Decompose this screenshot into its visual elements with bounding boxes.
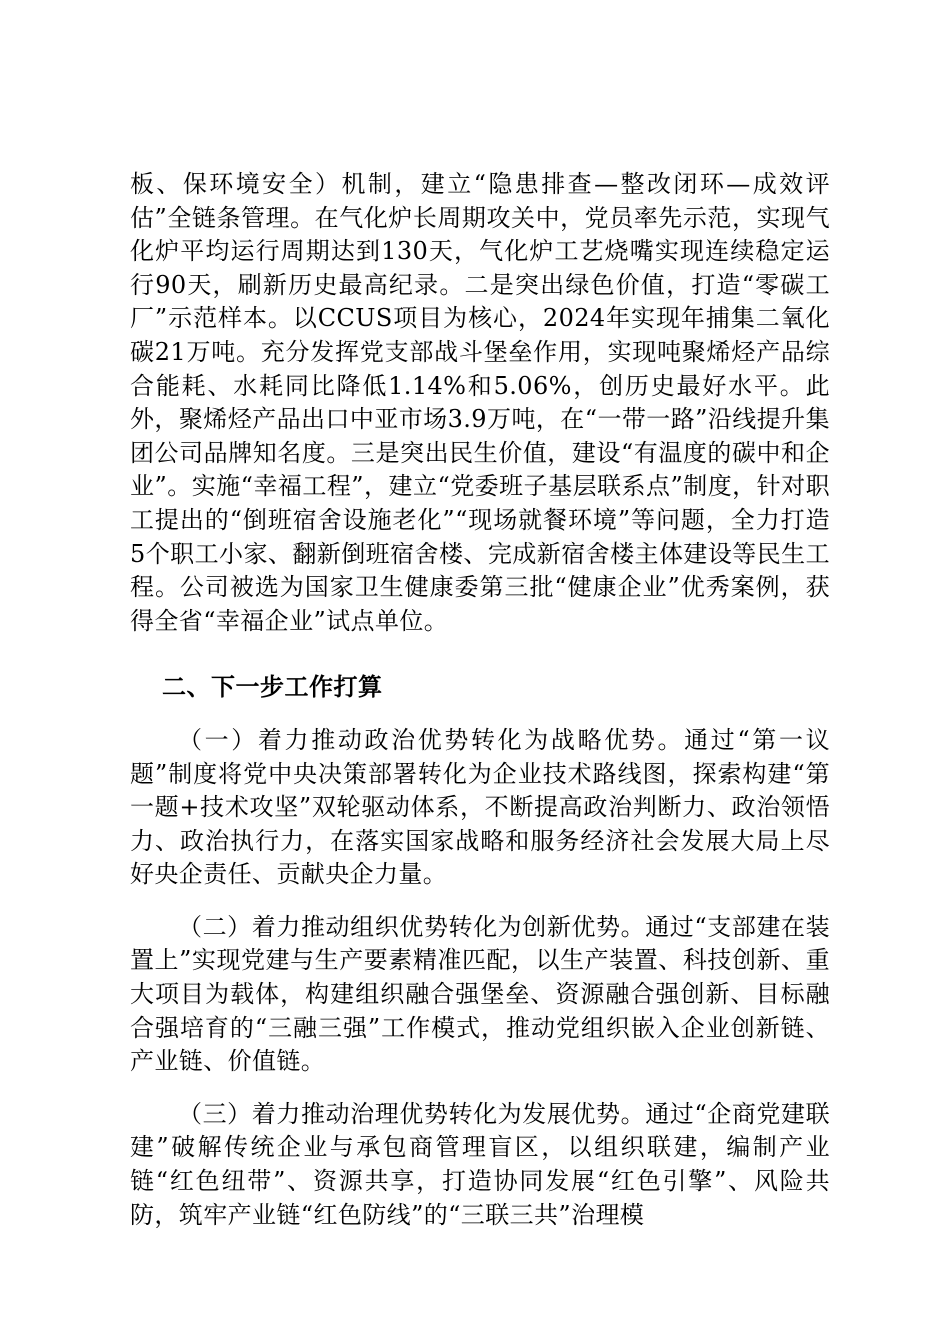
section-heading-next-steps: 二、下一步工作打算 (162, 673, 383, 702)
paragraph-political-advantage: （一）着力推动政治优势转化为战略优势。通过“第一议题”制度将党中央决策部署转化为企业技术路线图，探索构建“第一题+技术攻坚”双轮驱动体系，不断提高政治判断力、政治领悟力、政治执行力，在落实国家战略和服务经济社会发展大局上尽好央企责任、贡献央企力量。 (130, 725, 830, 889)
paragraph-organizational-advantage: （二）着力推动组织优势转化为创新优势。通过“支部建在装置上”实现党建与生产要素精准匹配，以生产装置、科技创新、重大项目为载体，构建组织融合强堡垒、资源融合强创新、目标融合强培育的“三融三强”工作模式，推动党组织嵌入企业创新链、产业链、价值链。 (130, 912, 830, 1076)
paragraph-governance-advantage: （三）着力推动治理优势转化为发展优势。通过“企商党建联建”破解传统企业与承包商管理盲区，以组织联建，编制产业链“红色纽带”、资源共享，打造协同发展“红色引擎”、风险共防，筑牢产业链“红色防线”的“三联三共”治理模 (130, 1099, 830, 1229)
document-page (130, 168, 830, 1232)
paragraph-continued: 板、保环境安全）机制，建立“隐患排查—整改闭环—成效评估”全链条管理。在气化炉长周期攻关中，党员率先示范，实现气化炉平均运行周期达到130天，气化炉工艺烧嘴实现连续稳定运行90天，刷新历史最高纪录。二是突出绿色价值，打造“零碳工厂”示范样本。以CCUS项目为核心，2024年实现年捕集二氧化碳21万吨。充分发挥党支部战斗堡垒作用，实现吨聚烯烃产品综合能耗、水耗同比降低1.14%和5.06%，创历史最好水平。此外，聚烯烃产品出口中亚市场3.9万吨，在“一带一路”沿线提升集团公司品牌知名度。三是突出民生价值，建设“有温度的碳中和企业”。实施“幸福工程”，建立“党委班子基层联系点”制度，针对职工提出的“倒班宿舍设施老化”“现场就餐环境”等问题，全力打造5个职工小家、翻新倒班宿舍楼、完成新宿舍楼主体建设等民生工程。公司被选为国家卫生健康委第三批“健康企业”优秀案例，获得全省“幸福企业”试点单位。 (130, 170, 830, 635)
